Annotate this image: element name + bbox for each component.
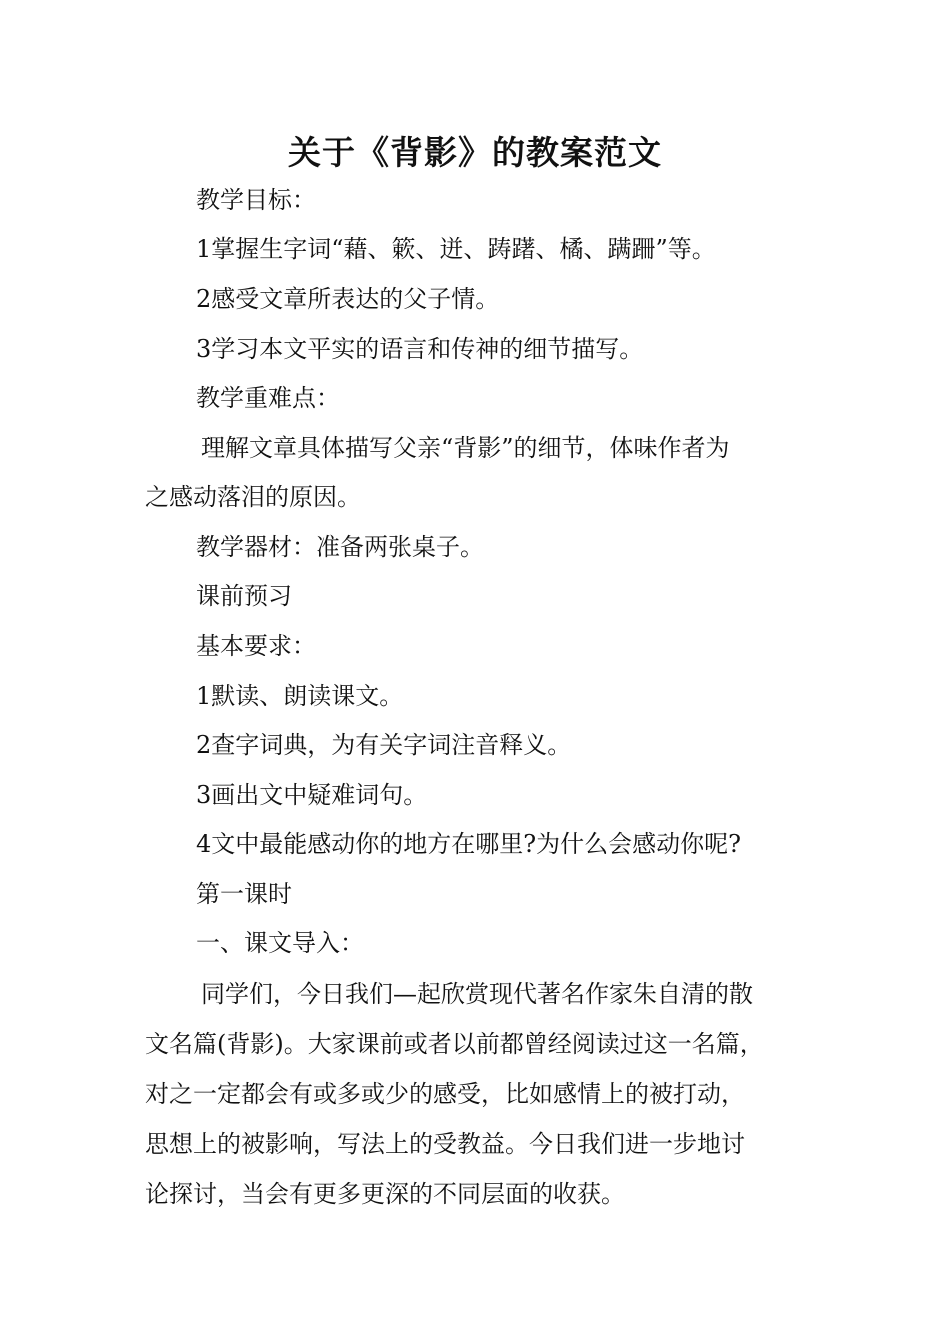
heading-teaching-goals: 教学目标： bbox=[196, 186, 316, 214]
intro-paragraph-line-1: 同学们，今日我们—起欣赏现代著名作家朱自清的散 bbox=[201, 980, 753, 1008]
requirement-item-1: 1默读、朗读课文。 bbox=[196, 682, 404, 710]
teaching-equipment: 教学器材：准备两张桌子。 bbox=[196, 533, 484, 561]
heading-introduction: 一、课文导入： bbox=[196, 929, 364, 957]
requirement-item-3: 3画出文中疑难词句。 bbox=[196, 781, 428, 809]
goal-item-3: 3学习本文平实的语言和传神的细节描写。 bbox=[196, 335, 644, 363]
document-title: 关于《背影》的教案范文 bbox=[288, 133, 662, 172]
heading-preview: 课前预习 bbox=[196, 582, 292, 610]
difficulty-paragraph-line-1: 理解文章具体描写父亲“背影”的细节，体味作者为 bbox=[201, 434, 730, 462]
intro-paragraph-line-3: 对之一定都会有或多或少的感受，比如感情上的被打动， bbox=[145, 1080, 745, 1108]
requirement-item-4: 4文中最能感动你的地方在哪里?为什么会感动你呢? bbox=[196, 830, 742, 858]
intro-paragraph-line-4: 思想上的被影响，写法上的受教益。今日我们进一步地讨 bbox=[145, 1130, 745, 1158]
intro-paragraph-line-5: 论探讨，当会有更多更深的不同层面的收获。 bbox=[145, 1180, 625, 1208]
goal-item-2: 2感受文章所表达的父子情。 bbox=[196, 285, 500, 313]
difficulty-paragraph-line-2: 之感动落泪的原因。 bbox=[145, 483, 361, 511]
goal-item-1: 1掌握生字词“藉、簌、迸、踌躇、橘、蹒跚”等。 bbox=[196, 235, 716, 263]
heading-key-difficulties: 教学重难点： bbox=[196, 384, 340, 412]
requirement-item-2: 2查字词典，为有关字词注音释义。 bbox=[196, 731, 572, 759]
heading-basic-requirements: 基本要求： bbox=[196, 632, 316, 660]
intro-paragraph-line-2: 文名篇(背影)。大家课前或者以前都曾经阅读过这一名篇， bbox=[145, 1030, 764, 1058]
heading-first-lesson: 第一课时 bbox=[196, 880, 292, 908]
